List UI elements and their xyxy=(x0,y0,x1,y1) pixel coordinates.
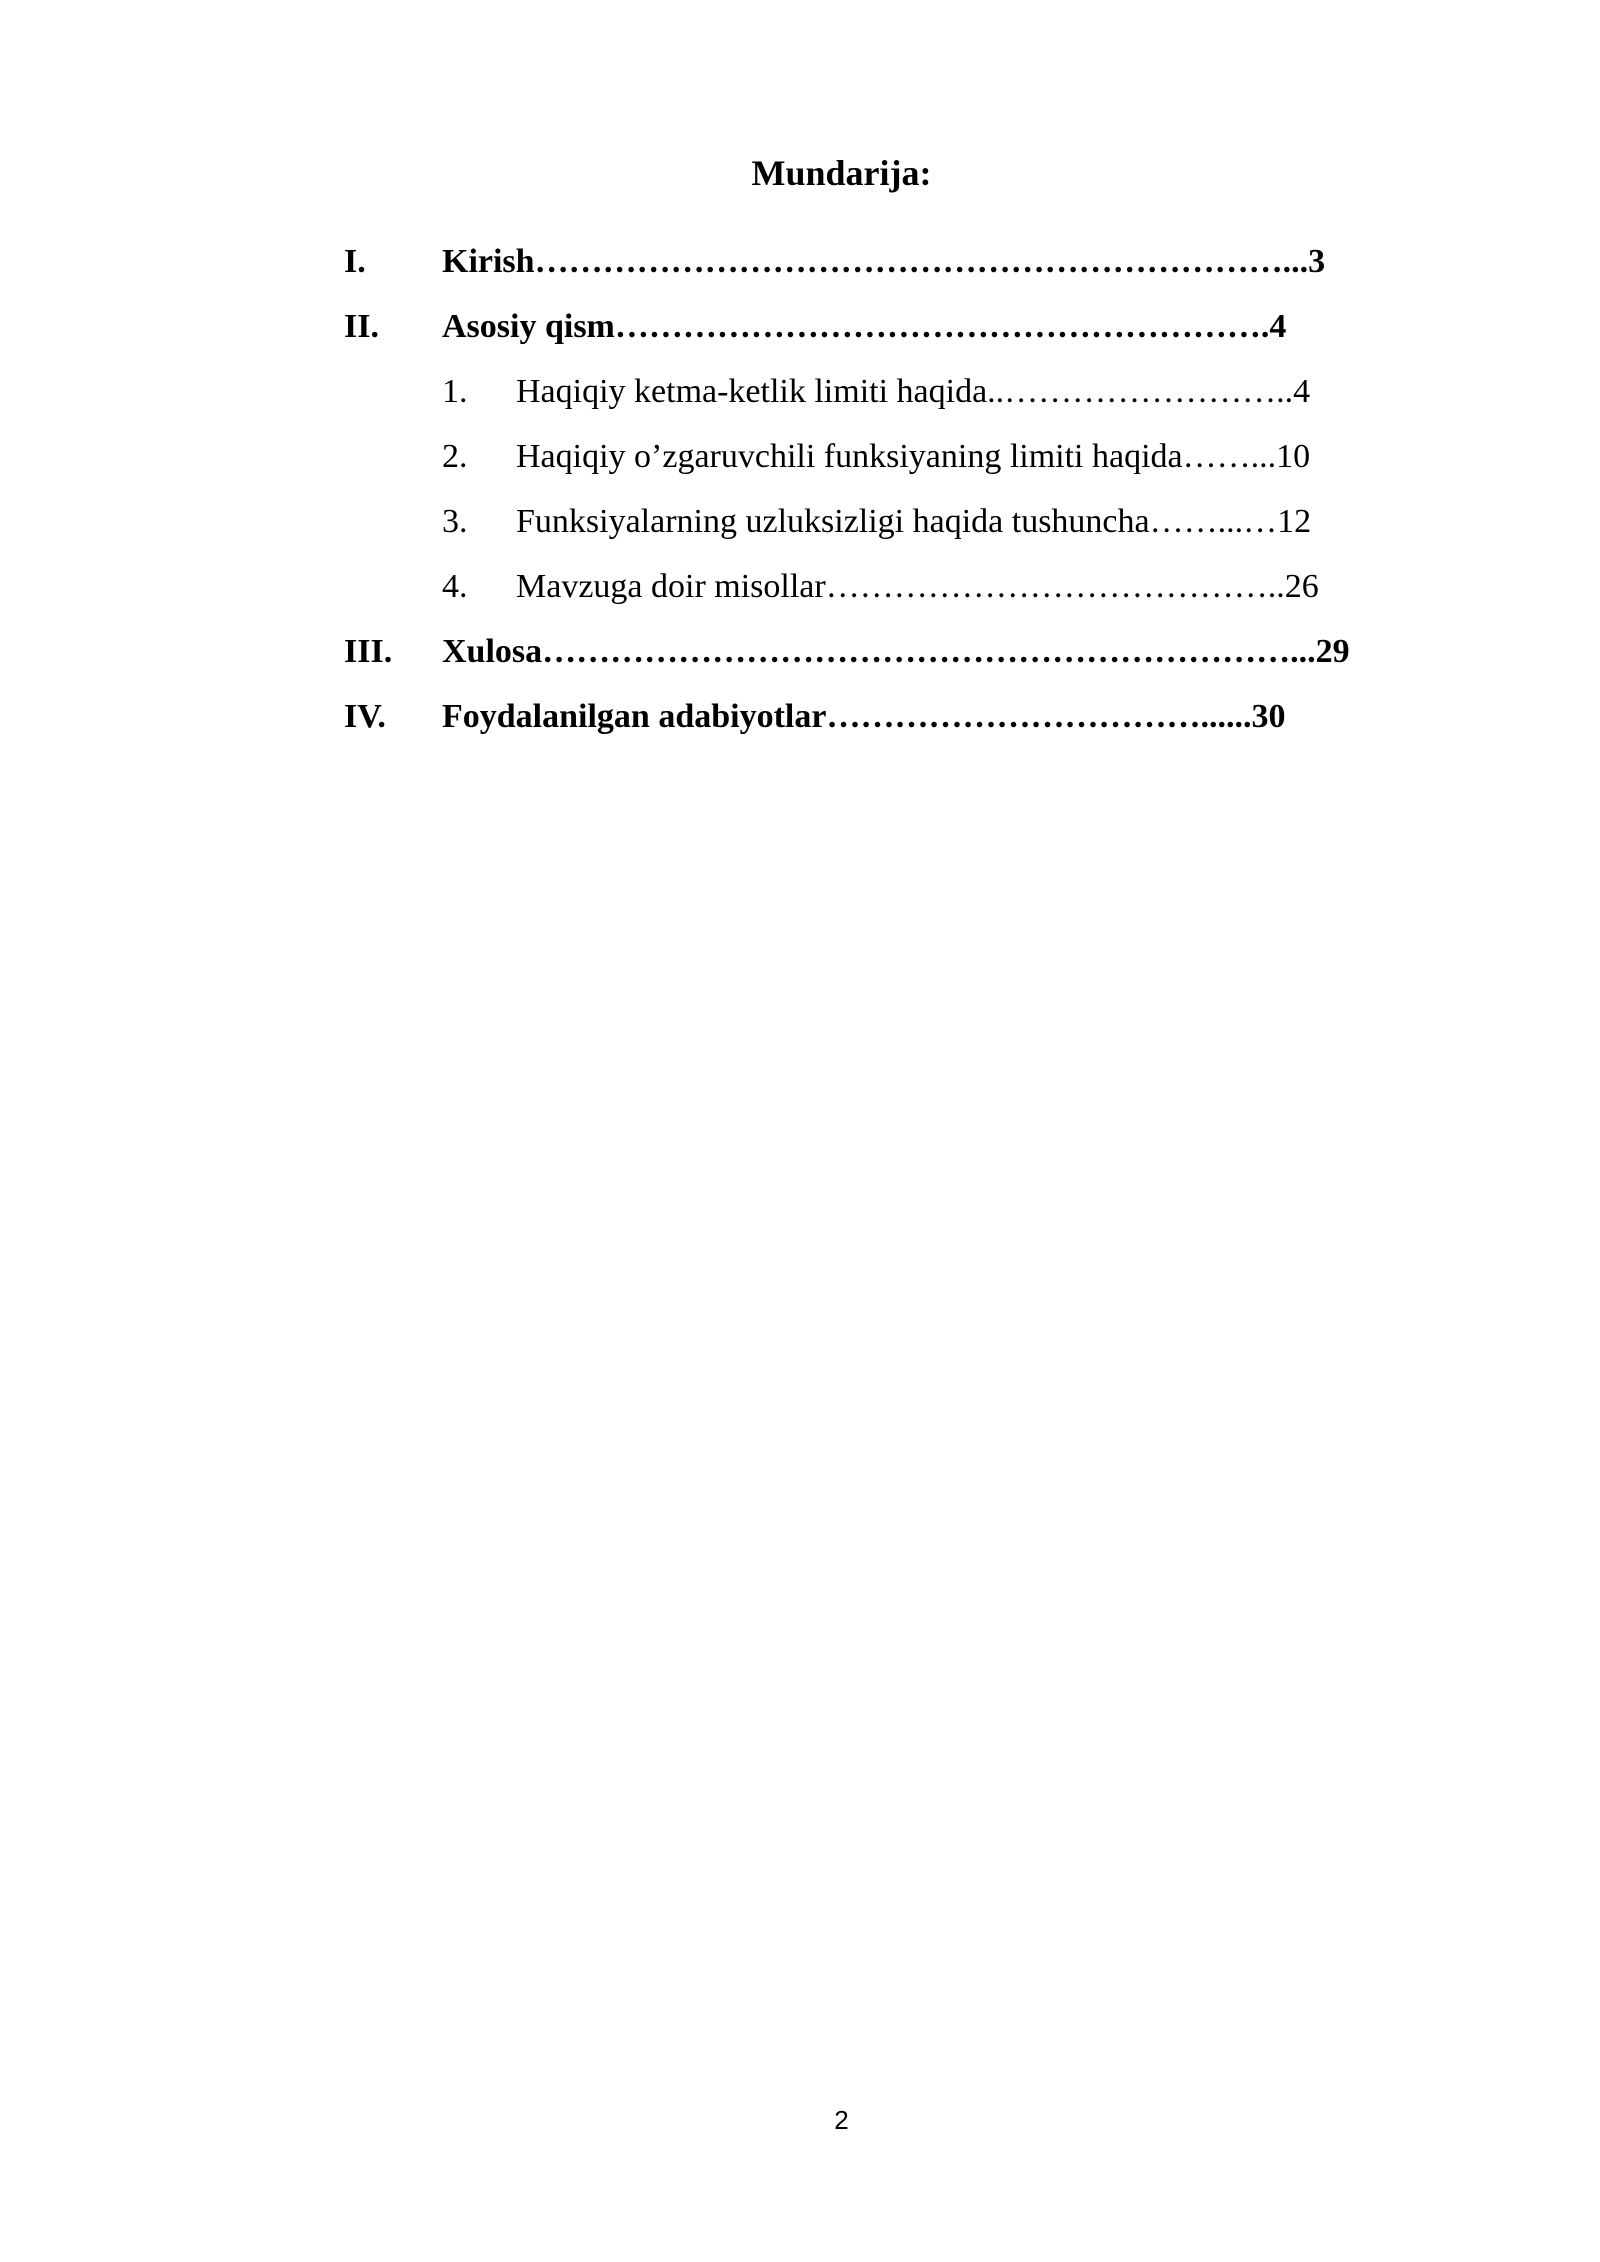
toc-entry-text: Mavzuga doir misollar…………………………………..26 xyxy=(516,568,1319,605)
page-number: 2 xyxy=(834,2105,849,2135)
toc-entry-number: 2. xyxy=(442,438,468,475)
toc-entry-number: 3. xyxy=(442,503,468,540)
toc-entry-number: 4. xyxy=(442,568,468,605)
toc-entry-number: IV. xyxy=(344,698,386,735)
toc-entry-number: 1. xyxy=(442,373,468,410)
toc-entry-adabiyotlar xyxy=(0,692,1600,742)
toc-entry-text: Xulosa…………………………………………………………...29 xyxy=(442,633,1350,670)
toc-entry-kirish xyxy=(0,237,1600,287)
toc-entry-asosiy-qism xyxy=(0,302,1600,352)
toc-entry-number: II. xyxy=(344,308,379,345)
toc-entry-text: Asosiy qism………………………………………………….4 xyxy=(442,308,1287,345)
toc-entry-text: Funksiyalarning uzluksizligi haqida tushuncha……...…12 xyxy=(516,503,1312,540)
toc-entry-number: I. xyxy=(344,243,366,280)
toc-entry-number: III. xyxy=(344,633,393,670)
toc-entry-misollar xyxy=(0,562,1600,612)
toc-entry-xulosa xyxy=(0,627,1600,677)
toc-entry-text: Foydalanilgan adabiyotlar……………………………......30 xyxy=(442,698,1286,735)
toc-entry-text: Kirish…………………………………………………………...3 xyxy=(442,243,1326,280)
toc-title: Mundarija: xyxy=(751,153,932,193)
toc-entry-text: Haqiqiy o’zgaruvchili funksiyaning limiti haqida……...10 xyxy=(516,438,1311,475)
toc-entry-text: Haqiqiy ketma-ketlik limiti haqida..……………………..4 xyxy=(516,373,1311,410)
toc-entry-funksiya-limiti xyxy=(0,432,1600,482)
toc-entry-ketma-ketlik-limiti xyxy=(0,367,1600,417)
toc-entry-uzluksizlik xyxy=(0,497,1600,547)
